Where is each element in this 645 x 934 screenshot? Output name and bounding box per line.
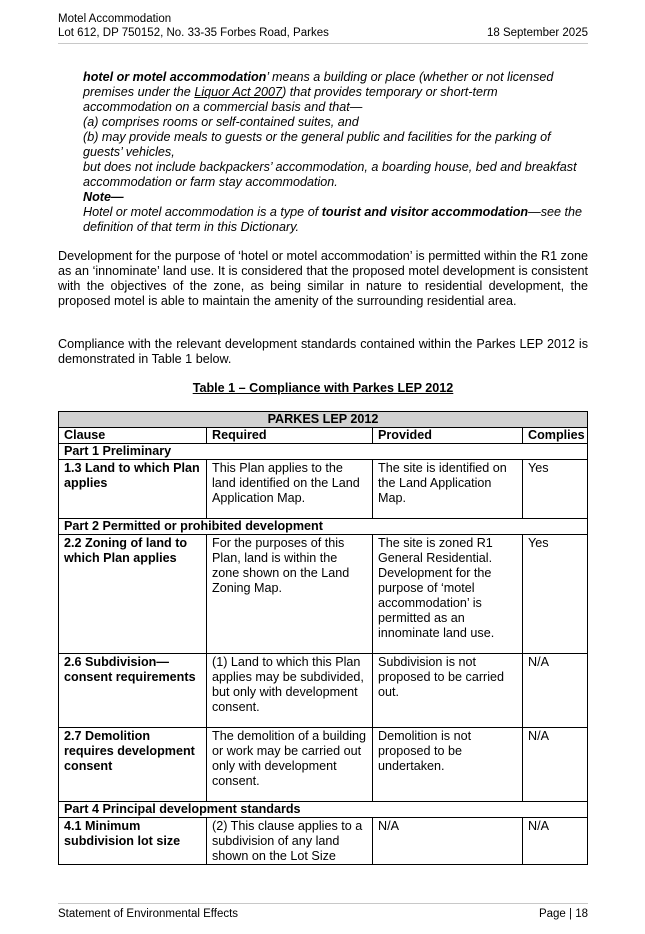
table-row: [59, 535, 588, 654]
clause-cell: 2.7 Demolition requires development consent: [59, 728, 207, 802]
header-row: [58, 26, 588, 40]
required-cell: (2) This clause applies to a subdivision of any land shown on the Lot Size: [207, 818, 373, 865]
note-heading: Note—: [83, 190, 124, 204]
page-footer: [58, 903, 588, 921]
clause-cell: 2.6 Subdivision—consent requirements: [59, 654, 207, 728]
note-text-a: Hotel or motel accommodation is a type of: [83, 205, 322, 219]
provided-cell: The site is identified on the Land Application Map.: [373, 460, 523, 519]
provided-cell: Subdivision is not proposed to be carried out.: [373, 654, 523, 728]
definition-item-a: (a) comprises rooms or self-contained suites, and: [83, 115, 359, 129]
table-title-row: [59, 412, 588, 428]
complies-cell: Yes: [523, 535, 588, 654]
clause-cell: 1.3 Land to which Plan applies: [59, 460, 207, 519]
body-paragraph-zoning: Development for the purpose of ‘hotel or motel accommodation’ is permitted within the R1 zone as an ‘innominate’ land use. It is considered that the proposed motel development is consistent with the objectives of the zone, as being similar in nature to residential development, the proposed motel is able to maintain the amenity of the surrounding residential area.: [58, 249, 588, 308]
part-1-heading: Part 1 Preliminary: [59, 444, 588, 460]
header-date: 18 September 2025: [486, 27, 588, 39]
clause-cell: 4.1 Minimum subdivision lot size: [59, 818, 207, 865]
definition-text-a: ’ means a building or place (whether or not licensed premises under the: [83, 70, 554, 99]
table-caption: Table 1 – Compliance with Parkes LEP 2012: [192, 381, 454, 395]
provided-cell: Demolition is not proposed to be undertaken.: [373, 728, 523, 802]
part-row: [59, 519, 588, 535]
required-cell: The demolition of a building or work may be carried out only with development consent.: [207, 728, 373, 802]
note-term: tourist and visitor accommodation: [321, 205, 529, 219]
col-header-clause: Clause: [59, 428, 207, 444]
header-address: Lot 612, DP 750152, No. 33-35 Forbes Road, Parkes: [58, 27, 329, 39]
required-cell: (1) Land to which this Plan applies may be subdivided, but only with development consent.: [207, 654, 373, 728]
table-header-row: [59, 428, 588, 444]
complies-cell: Yes: [523, 460, 588, 519]
table-row: [59, 728, 588, 802]
definition-item-b: (b) may provide meals to guests or the general public and facilities for the parking of guests’ vehicles,: [83, 130, 551, 159]
required-cell: For the purposes of this Plan, land is within the zone shown on the Land Zoning Map.: [207, 535, 373, 654]
table-row: [59, 654, 588, 728]
note-text-b: —see the definition of that term in this Dictionary.: [83, 205, 583, 234]
liquor-act-link[interactable]: Liquor Act 2007: [194, 85, 283, 99]
footer-document-title: Statement of Environmental Effects: [58, 908, 239, 920]
part-row: [59, 444, 588, 460]
compliance-table: [58, 411, 588, 865]
col-header-complies: Complies: [523, 428, 588, 444]
part-2-heading: Part 2 Permitted or prohibited development: [59, 519, 588, 535]
definition-intro: [83, 70, 588, 115]
definition-text-b: ) that provides temporary or short-term accommodation on a commercial basis and that—: [83, 85, 498, 114]
required-cell: This Plan applies to the land identified on the Land Application Map.: [207, 460, 373, 519]
definition-block: [83, 70, 588, 235]
body-paragraph-compliance: Compliance with the relevant development standards contained within the Parkes LEP 2012 is demonstrated in Table 1 below.: [58, 337, 588, 366]
col-header-required: Required: [207, 428, 373, 444]
provided-cell: The site is zoned R1 General Residential. Development for the purpose of ‘motel accommodation’ is permitted as an innominate land use.: [373, 535, 523, 654]
definition-term: hotel or motel accommodation: [83, 70, 267, 84]
part-row: [59, 802, 588, 818]
complies-cell: N/A: [523, 654, 588, 728]
col-header-provided: Provided: [373, 428, 523, 444]
complies-cell: N/A: [523, 818, 588, 865]
complies-cell: N/A: [523, 728, 588, 802]
part-4-heading: Part 4 Principal development standards: [59, 802, 588, 818]
table-row: [59, 818, 588, 865]
footer-page-number: Page | 18: [538, 908, 588, 920]
note-text: [83, 205, 588, 235]
definition-exclusion: but does not include backpackers’ accommodation, a boarding house, bed and breakfast accommodation or farm stay accommodation.: [83, 160, 577, 189]
page-header: [58, 12, 588, 44]
header-title: Motel Accommodation: [58, 13, 172, 25]
table-title: PARKES LEP 2012: [59, 412, 588, 428]
provided-cell: N/A: [373, 818, 523, 865]
clause-cell: 2.2 Zoning of land to which Plan applies: [59, 535, 207, 654]
table-row: [59, 460, 588, 519]
